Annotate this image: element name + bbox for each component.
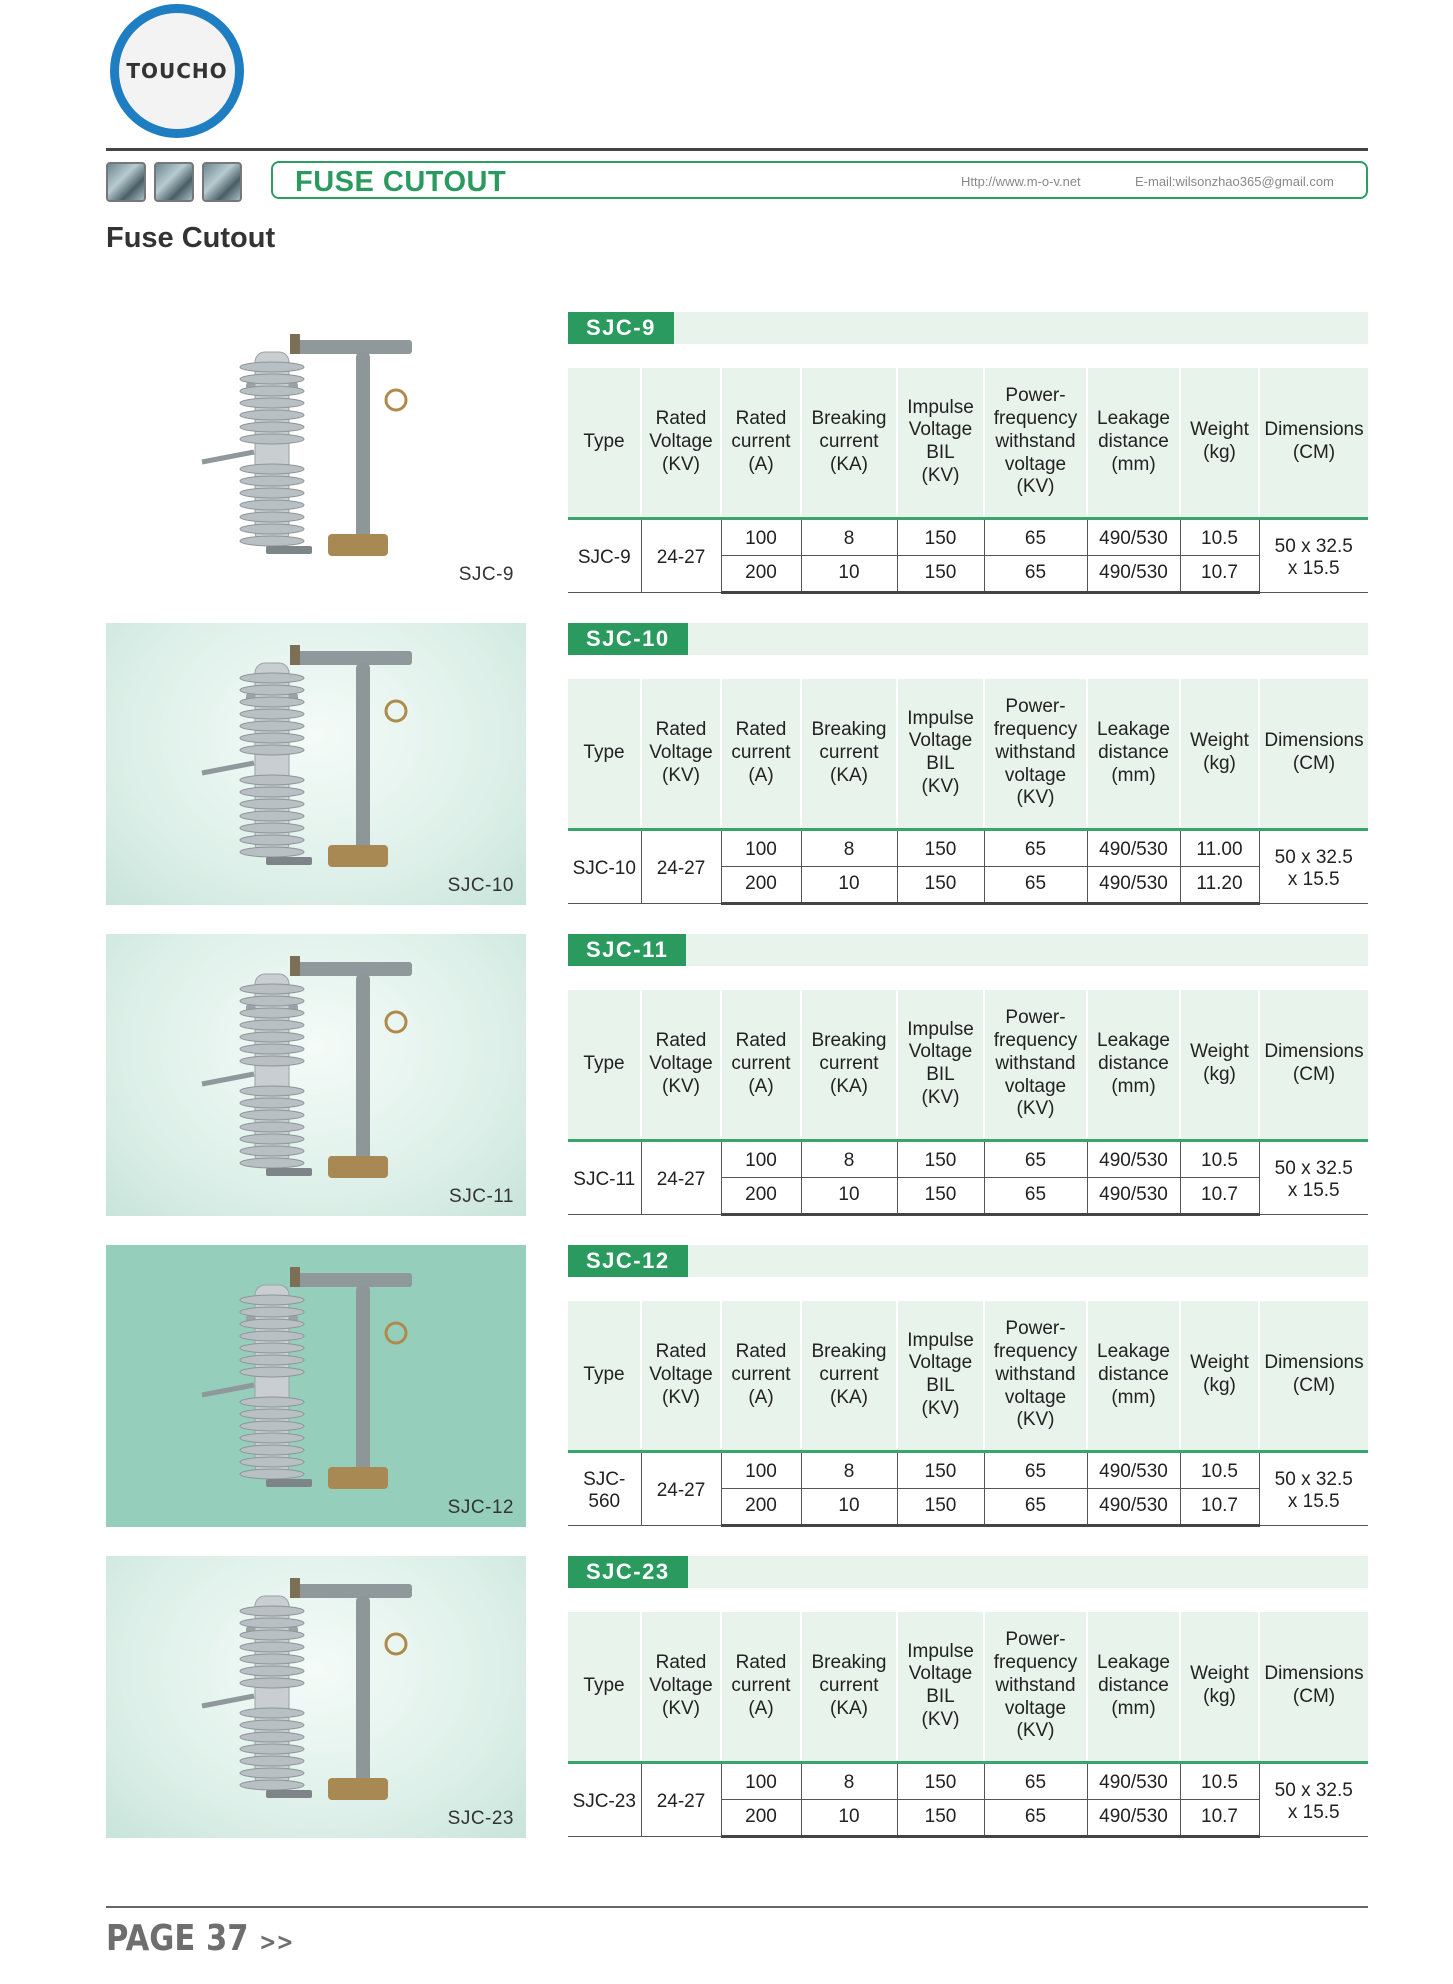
cell-type: SJC-9: [568, 518, 641, 592]
col-rated-voltage: Rated Voltage (KV): [641, 1301, 721, 1451]
col-power-frequency: Power- frequency withstand voltage (KV): [984, 679, 1087, 829]
cell-bil: 150: [897, 1451, 984, 1488]
banner-title: FUSE CUTOUT: [295, 166, 507, 198]
model-tag: SJC-10: [568, 623, 688, 655]
product-photo: [106, 1245, 526, 1527]
col-rated-voltage: Rated Voltage (KV): [641, 368, 721, 518]
cell-leakage: 490/530: [1087, 1488, 1180, 1525]
cell-breaking: 8: [801, 1762, 897, 1799]
cell-weight: 10.5: [1180, 1140, 1259, 1177]
col-weight: Weight (kg): [1180, 679, 1259, 829]
cell-weight: 10.7: [1180, 1177, 1259, 1214]
cell-type: SJC-560: [568, 1451, 641, 1525]
product-section: [106, 934, 1368, 1216]
cell-leakage: 490/530: [1087, 1140, 1180, 1177]
product-photo: [106, 312, 526, 594]
company-logo: [110, 4, 244, 138]
cell-bil: 150: [897, 555, 984, 592]
fuse-cutout-image: [106, 623, 526, 905]
cell-current: 100: [721, 1140, 801, 1177]
fuse-cutout-image: [106, 934, 526, 1216]
col-impulse-voltage: Impulse Voltage BIL (KV): [897, 679, 984, 829]
fuse-cutout-image: [106, 1556, 526, 1838]
col-leakage-distance: Leakage distance (mm): [1087, 990, 1180, 1140]
col-breaking-current: Breaking current (KA): [801, 1301, 897, 1451]
spec-header-row: [568, 1612, 1368, 1762]
photo-caption: SJC-11: [449, 1186, 514, 1207]
next-arrows: >>: [259, 1928, 294, 1956]
cell-bil: 150: [897, 1799, 984, 1836]
col-breaking-current: Breaking current (KA): [801, 679, 897, 829]
cell-breaking: 10: [801, 1177, 897, 1214]
photo-caption: SJC-9: [458, 564, 514, 585]
col-type: Type: [568, 1612, 641, 1762]
cell-leakage: 490/530: [1087, 518, 1180, 555]
cell-voltage: 24-27: [641, 518, 721, 592]
model-tag: SJC-12: [568, 1245, 688, 1277]
spec-table: [568, 679, 1368, 905]
col-rated-current: Rated current (A): [721, 679, 801, 829]
cell-weight: 11.00: [1180, 829, 1259, 866]
product-photo: [106, 623, 526, 905]
category-thumbnails: [106, 162, 242, 202]
dimensions-line-2: x 15.5: [1287, 1179, 1340, 1201]
cell-weight: 10.7: [1180, 555, 1259, 592]
category-thumbnail: [106, 162, 146, 202]
dimensions-line-2: x 15.5: [1287, 557, 1340, 579]
page-number-value: 37: [205, 1918, 249, 1959]
dimensions-line-1: 50 x 32.5: [1274, 1779, 1353, 1801]
cell-bil: 150: [897, 1488, 984, 1525]
col-rated-voltage: Rated Voltage (KV): [641, 679, 721, 829]
cell-current: 200: [721, 866, 801, 903]
product-section: [106, 623, 1368, 905]
fuse-cutout-image: [106, 1245, 526, 1527]
cell-dimensions: [1259, 829, 1368, 903]
cell-type: SJC-23: [568, 1762, 641, 1836]
cell-power-frequency: 65: [984, 866, 1087, 903]
col-dimensions: Dimensions (CM): [1259, 990, 1368, 1140]
col-power-frequency: Power- frequency withstand voltage (KV): [984, 1301, 1087, 1451]
contact-email[interactable]: E-mail:wilsonzhao365@gmail.com: [1135, 174, 1334, 189]
cell-leakage: 490/530: [1087, 555, 1180, 592]
cell-leakage: 490/530: [1087, 829, 1180, 866]
col-power-frequency: Power- frequency withstand voltage (KV): [984, 990, 1087, 1140]
product-photo: [106, 1556, 526, 1838]
spec-row: [568, 829, 1368, 866]
cell-bil: 150: [897, 1762, 984, 1799]
col-weight: Weight (kg): [1180, 368, 1259, 518]
dimensions-line-1: 50 x 32.5: [1274, 535, 1353, 557]
cell-breaking: 10: [801, 866, 897, 903]
fuse-cutout-image: [106, 312, 526, 594]
page-number: [106, 1918, 293, 1959]
spec-header-row: [568, 368, 1368, 518]
col-dimensions: Dimensions (CM): [1259, 368, 1368, 518]
photo-caption: SJC-23: [447, 1808, 514, 1829]
cell-weight: 10.5: [1180, 518, 1259, 555]
cell-breaking: 8: [801, 1140, 897, 1177]
spec-table: [568, 1612, 1368, 1838]
col-weight: Weight (kg): [1180, 1612, 1259, 1762]
cell-power-frequency: 65: [984, 1177, 1087, 1214]
cell-current: 100: [721, 518, 801, 555]
col-rated-current: Rated current (A): [721, 368, 801, 518]
cell-breaking: 10: [801, 555, 897, 592]
product-photo: [106, 934, 526, 1216]
col-type: Type: [568, 990, 641, 1140]
spec-table: [568, 990, 1368, 1216]
cell-breaking: 8: [801, 1451, 897, 1488]
dimensions-line-2: x 15.5: [1287, 1801, 1340, 1823]
cell-power-frequency: 65: [984, 1488, 1087, 1525]
cell-bil: 150: [897, 518, 984, 555]
col-rated-voltage: Rated Voltage (KV): [641, 990, 721, 1140]
cell-power-frequency: 65: [984, 555, 1087, 592]
cell-voltage: 24-27: [641, 829, 721, 903]
cell-bil: 150: [897, 1177, 984, 1214]
col-dimensions: Dimensions (CM): [1259, 679, 1368, 829]
spec-header-row: [568, 1301, 1368, 1451]
cell-weight: 10.7: [1180, 1488, 1259, 1525]
cell-current: 200: [721, 555, 801, 592]
col-dimensions: Dimensions (CM): [1259, 1301, 1368, 1451]
photo-caption: SJC-12: [447, 1497, 514, 1518]
cell-leakage: 490/530: [1087, 1799, 1180, 1836]
dimensions-line-2: x 15.5: [1287, 1490, 1340, 1512]
col-weight: Weight (kg): [1180, 1301, 1259, 1451]
col-type: Type: [568, 1301, 641, 1451]
cell-dimensions: [1259, 1140, 1368, 1214]
spec-header-row: [568, 990, 1368, 1140]
col-type: Type: [568, 679, 641, 829]
cell-power-frequency: 65: [984, 1140, 1087, 1177]
model-header-bar: [568, 1245, 1368, 1277]
spec-table: [568, 1301, 1368, 1527]
model-tag: SJC-23: [568, 1556, 688, 1588]
cell-power-frequency: 65: [984, 1762, 1087, 1799]
cell-power-frequency: 65: [984, 1799, 1087, 1836]
cell-leakage: 490/530: [1087, 1762, 1180, 1799]
col-type: Type: [568, 368, 641, 518]
col-rated-current: Rated current (A): [721, 1301, 801, 1451]
col-breaking-current: Breaking current (KA): [801, 990, 897, 1140]
dimensions-line-1: 50 x 32.5: [1274, 846, 1353, 868]
cell-power-frequency: 65: [984, 518, 1087, 555]
col-rated-current: Rated current (A): [721, 990, 801, 1140]
col-dimensions: Dimensions (CM): [1259, 1612, 1368, 1762]
cell-type: SJC-11: [568, 1140, 641, 1214]
top-divider: [106, 148, 1368, 151]
cell-power-frequency: 65: [984, 829, 1087, 866]
col-power-frequency: Power- frequency withstand voltage (KV): [984, 1612, 1087, 1762]
cell-current: 200: [721, 1177, 801, 1214]
col-rated-current: Rated current (A): [721, 1612, 801, 1762]
cell-dimensions: [1259, 1762, 1368, 1836]
product-section: [106, 1245, 1368, 1527]
col-impulse-voltage: Impulse Voltage BIL (KV): [897, 1301, 984, 1451]
cell-voltage: 24-27: [641, 1451, 721, 1525]
col-impulse-voltage: Impulse Voltage BIL (KV): [897, 990, 984, 1140]
cell-breaking: 10: [801, 1799, 897, 1836]
cell-weight: 10.7: [1180, 1799, 1259, 1836]
cell-dimensions: [1259, 518, 1368, 592]
spec-row: [568, 518, 1368, 555]
spec-row: [568, 1140, 1368, 1177]
model-tag: SJC-11: [568, 934, 686, 966]
col-breaking-current: Breaking current (KA): [801, 368, 897, 518]
cell-breaking: 8: [801, 829, 897, 866]
col-power-frequency: Power- frequency withstand voltage (KV): [984, 368, 1087, 518]
cell-bil: 150: [897, 1140, 984, 1177]
category-thumbnail: [154, 162, 194, 202]
cell-type: SJC-10: [568, 829, 641, 903]
logo-text: TOUCHO: [126, 59, 228, 83]
cell-power-frequency: 65: [984, 1451, 1087, 1488]
spec-header-row: [568, 679, 1368, 829]
cell-breaking: 10: [801, 1488, 897, 1525]
col-leakage-distance: Leakage distance (mm): [1087, 368, 1180, 518]
product-section: [106, 1556, 1368, 1838]
cell-leakage: 490/530: [1087, 866, 1180, 903]
cell-dimensions: [1259, 1451, 1368, 1525]
spec-table: [568, 368, 1368, 594]
cell-current: 200: [721, 1799, 801, 1836]
col-impulse-voltage: Impulse Voltage BIL (KV): [897, 368, 984, 518]
cell-voltage: 24-27: [641, 1140, 721, 1214]
cell-weight: 11.20: [1180, 866, 1259, 903]
model-header-bar: [568, 1556, 1368, 1588]
cell-leakage: 490/530: [1087, 1451, 1180, 1488]
photo-caption: SJC-10: [447, 875, 514, 896]
model-header-bar: [568, 623, 1368, 655]
col-leakage-distance: Leakage distance (mm): [1087, 1612, 1180, 1762]
dimensions-line-1: 50 x 32.5: [1274, 1157, 1353, 1179]
category-thumbnail: [202, 162, 242, 202]
cell-current: 200: [721, 1488, 801, 1525]
cell-voltage: 24-27: [641, 1762, 721, 1836]
section-banner: [271, 161, 1368, 199]
spec-row: [568, 1762, 1368, 1799]
cell-current: 100: [721, 1451, 801, 1488]
cell-bil: 150: [897, 829, 984, 866]
spec-row: [568, 1451, 1368, 1488]
cell-bil: 150: [897, 866, 984, 903]
cell-weight: 10.5: [1180, 1762, 1259, 1799]
col-leakage-distance: Leakage distance (mm): [1087, 679, 1180, 829]
page-label: PAGE: [106, 1918, 196, 1959]
product-section: [106, 312, 1368, 594]
col-impulse-voltage: Impulse Voltage BIL (KV): [897, 1612, 984, 1762]
cell-breaking: 8: [801, 518, 897, 555]
page-title: Fuse Cutout: [106, 222, 276, 254]
cell-current: 100: [721, 829, 801, 866]
dimensions-line-2: x 15.5: [1287, 868, 1340, 890]
cell-weight: 10.5: [1180, 1451, 1259, 1488]
cell-leakage: 490/530: [1087, 1177, 1180, 1214]
col-leakage-distance: Leakage distance (mm): [1087, 1301, 1180, 1451]
col-rated-voltage: Rated Voltage (KV): [641, 1612, 721, 1762]
website-url[interactable]: Http://www.m-o-v.net: [961, 174, 1081, 189]
model-tag: SJC-9: [568, 312, 674, 344]
model-header-bar: [568, 312, 1368, 344]
model-header-bar: [568, 934, 1368, 966]
col-breaking-current: Breaking current (KA): [801, 1612, 897, 1762]
col-weight: Weight (kg): [1180, 990, 1259, 1140]
cell-current: 100: [721, 1762, 801, 1799]
dimensions-line-1: 50 x 32.5: [1274, 1468, 1353, 1490]
bottom-divider: [106, 1906, 1368, 1908]
